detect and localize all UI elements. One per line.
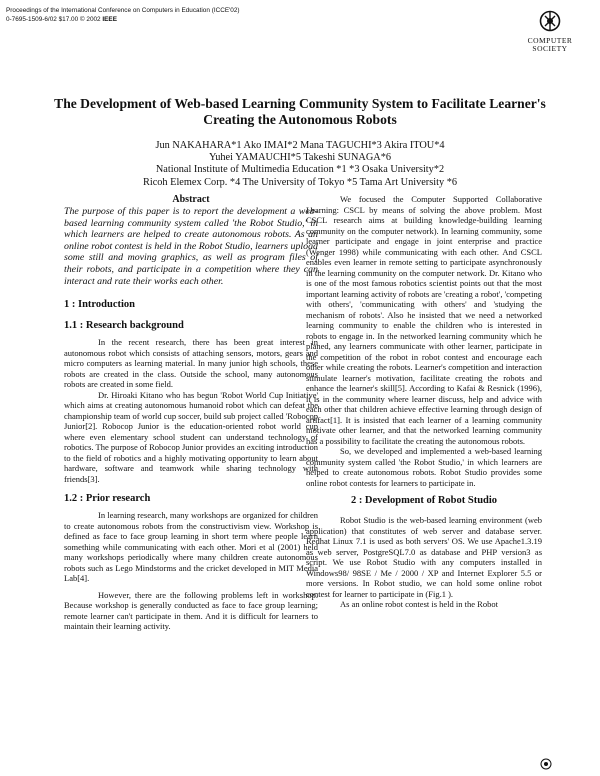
affiliation-line: National Institute of Multimedia Education *1 *3 Osaka University*2 bbox=[155, 164, 445, 176]
author-block bbox=[40, 140, 560, 189]
paragraph: We focused the Computer Supported Collaborative Learning: CSCL by means of solving the above problem. Most CSCL research aims at building knowledge-building learning community on the computer network). In learning community, some learner participate and engage in joint enterprise and practice (Wenger 1998) while communicating with each other. And CSCL enables even learner in remote setting to participate asynchronously in the learning community on the computer network. Dr. Kitano who is one of the most famous robotics scientist points out that the most important learning activity of robots are 'creating a robot', 'competing with others', 'communicating with others' and 'studying the mechanism of robots'. Also he insisted that we need a networked learning community to enable the children who is interested in robots to engage in. In the networked learning community which he planed, any learners communicate with other learner, participate in the competition of the robot in robot contest and encourage each other while creating the robots. Learner's competition and interaction stimulate learner's motivation, facilitate creating the robots and enhance the learner's skill[5]. According to Kafai & Resnick (1996), it is in the community where learner discuss, help and advice with each other that children achieve effective learning through design of artifact[1]. It is insisted that each learner of a learning community motivate other learner, and that the networked learning community has a possibility to facilitate the creating the autonomous robots. bbox=[306, 194, 542, 446]
isbn-line bbox=[6, 15, 240, 24]
abstract-text: The purpose of this paper is to report the development a web-based learning community system called 'the Robot Studio,' in which learners are helped to create autonomous robots. As an online robot contest is held in the Robot Studio, learners upload some still and moving graphics, as well as program files of their robots, and participate in a competition where they can interact and rate their works each other. bbox=[64, 206, 318, 287]
section-heading-development: 2 : Development of Robot Studio bbox=[350, 495, 498, 506]
proceedings-header bbox=[6, 6, 240, 24]
ieee-label: IEEE bbox=[102, 16, 117, 23]
paragraph: However, there are the following problems left in workshop. Because workshop is generally conducted as face to face group learning; remote learner can't participate in them. And it is difficult for learners to maintain their learning activity. bbox=[64, 589, 318, 632]
affiliation-line: Ricoh Elemex Corp. *4 The University of Tokyo *5 Tama Art University *6 bbox=[142, 176, 457, 188]
subsection-heading-prior-research: 1.2 : Prior research bbox=[64, 493, 151, 505]
paragraph: In learning research, many workshops are organized for children to create autonomous robots from the constructivism view. Workshop is defined as face to face group learning in short term where people learn something while communicating with each other. Mori et al (2001) held many workshops periodically where many children create autonomous robots such as Lego Mindstorms and the cricket developed in MIT Media Lab[4]. bbox=[64, 510, 318, 584]
computer-society-emblem-icon bbox=[539, 10, 561, 32]
section-heading-introduction: 1 : Introduction bbox=[64, 299, 135, 311]
paragraph: In the recent research, there has been great interest in autonomous robot which consists of attaching sensors, motors, gears and micro computers as learning material. In many junior high schools, these robots are created in the class. Outside the school, many autonomous robots are created in some field. bbox=[64, 337, 318, 390]
proceedings-line: Proceedings of the International Conference on Computers in Education (ICCE'02) bbox=[6, 7, 240, 14]
society-footer-icon bbox=[540, 758, 552, 770]
abstract-heading: Abstract bbox=[172, 194, 210, 205]
computer-society-logo bbox=[518, 10, 582, 53]
logo-line-1: COMPUTER bbox=[527, 36, 573, 45]
right-column bbox=[306, 194, 542, 610]
paragraph: As an online robot contest is held in the Robot bbox=[340, 599, 498, 609]
paragraph: Dr. Hiroaki Kitano who has begun 'Robot World Cup Initiative' which aims at creating autonomous humanoid robot which can defeat the championship team of world cup soccer, build sub project called 'Robocop Junior[2]. Robocop Junior is the education-oriented robot world cup where even elementary school student can understand technology of robotics. The purpose of Robocop Junior provides an exciting introduction to the field of robotics and a highly motivating opportunity to learn about hardware, software and teamwork while sharing technology with friends[3]. bbox=[64, 389, 318, 484]
left-column bbox=[64, 194, 318, 632]
author-line: Yuhei YAMAUCHI*5 Takeshi SUNAGA*6 bbox=[208, 152, 392, 164]
paper-title: The Development of Web-based Learning Community System to Facilitate Learner's Creating the Autonomous Robots bbox=[54, 96, 546, 127]
subsection-heading-background: 1.1 : Research background bbox=[64, 320, 184, 332]
paragraph: So, we developed and implemented a web-based learning community system called 'the Robot Studio,' in which learners are helped to create autonomous robots. Robot Studio provides some online robot contests for learners to participate in. bbox=[306, 446, 542, 488]
paragraph: Robot Studio is the web-based learning environment (web application) that constitutes of web server and database server. Redhat Linux 7.1 is used as both servers' OS. We use Apache1.3.19 as web server, PostgreSQL7.0 as database and PHP version3 as script. We use Robot Studio with any computers installed in Windows98/ 98SE / Me / 2000 / XP and Internet Explorer 5.5 or more versions. In Robot studio, we can hold some online robot contest for learner to participate in (Fig.1 ). bbox=[306, 515, 542, 599]
author-line: Jun NAKAHARA*1 Ako IMAI*2 Mana TAGUCHI*3 Akira ITOU*4 bbox=[155, 140, 445, 151]
isbn-text: 0-7695-1509-6/02 $17.00 © 2002 bbox=[6, 16, 103, 23]
logo-line-2: SOCIETY bbox=[532, 44, 568, 53]
